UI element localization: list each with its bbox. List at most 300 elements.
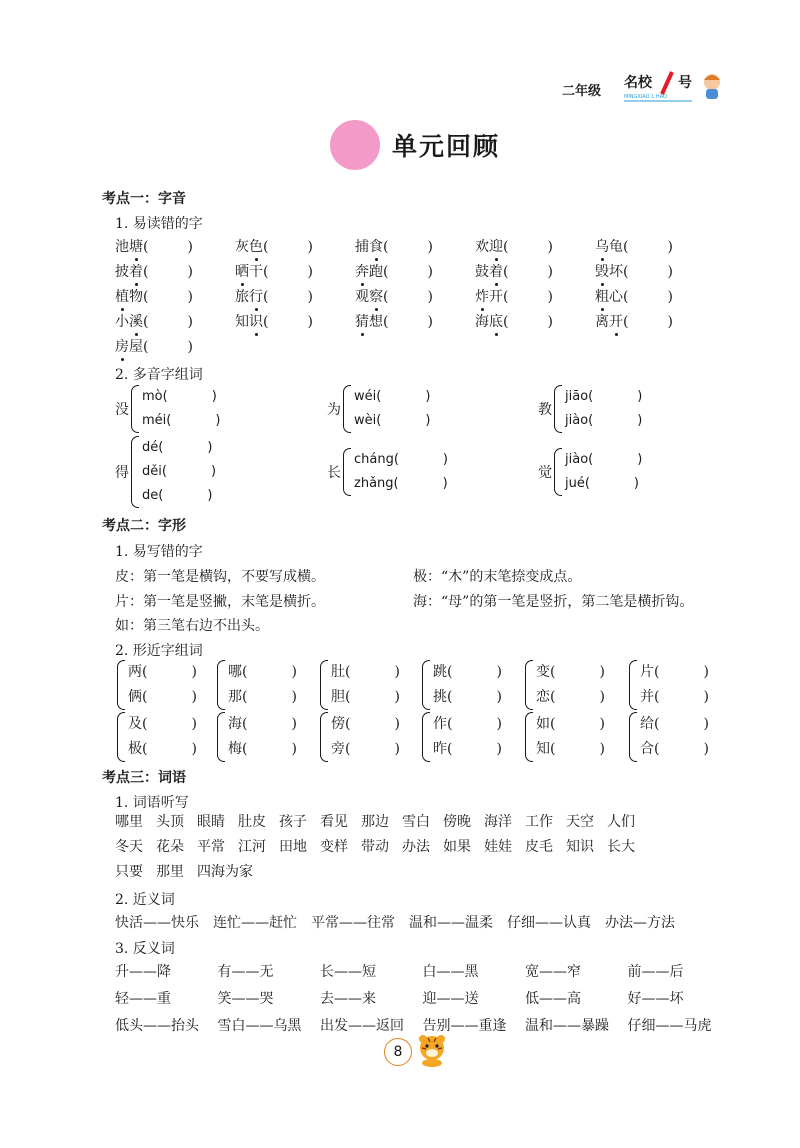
section3-heading: 考点三：词语 — [102, 770, 186, 786]
section1-heading: 考点一：字音 — [102, 191, 186, 207]
similar-char: 如( — [536, 716, 556, 732]
dictation-word: 变样 — [320, 839, 348, 855]
dictation-word: 哪里 — [115, 814, 143, 830]
close-paren: ) — [667, 264, 673, 280]
dictation-word: 雪白 — [402, 814, 430, 830]
similar-char: 海( — [228, 716, 248, 732]
dictation-word: 带动 — [361, 839, 389, 855]
antonym-pair: 笑——哭 — [217, 991, 274, 1007]
answer-blank[interactable]: ( ) — [143, 236, 193, 258]
easy-word-item — [475, 311, 595, 333]
easy-words-grid — [115, 236, 715, 358]
easy-word-item — [115, 261, 235, 283]
easy-word-item — [235, 311, 355, 333]
brace-icon — [525, 660, 533, 710]
synonym-pair: 连忙——赶忙 — [213, 915, 297, 931]
pair-line[interactable] — [228, 737, 297, 762]
easy-word-item — [115, 286, 235, 308]
dictation-word: 娃娃 — [484, 839, 512, 855]
dictation-word: 孩子 — [279, 814, 307, 830]
dictation-row — [115, 835, 648, 860]
similar-pair — [115, 660, 197, 710]
brace-icon — [131, 436, 139, 508]
brace-icon — [554, 448, 562, 496]
pair-line[interactable] — [433, 685, 502, 710]
close-paren: ) — [191, 741, 197, 757]
pinyin-reading: dé( — [142, 440, 164, 455]
pair-line[interactable] — [331, 737, 400, 762]
dotted-char: 乌 — [595, 236, 609, 258]
pair-line[interactable] — [228, 660, 297, 685]
close-paren: ) — [599, 689, 605, 705]
pair-lines — [536, 660, 605, 710]
synonym-pair: 温和——温柔 — [409, 915, 493, 931]
pinyin-reading: jiào( — [565, 452, 594, 467]
pair-line[interactable] — [331, 712, 400, 737]
word-part: 海 — [475, 314, 489, 330]
close-paren: ) — [637, 413, 643, 428]
close-paren: ) — [191, 716, 197, 732]
dotted-char: 塘 — [129, 236, 143, 258]
close-paren: ) — [427, 264, 433, 280]
similar-char: 片( — [640, 664, 660, 680]
close-paren: ) — [599, 716, 605, 732]
close-paren: ) — [547, 289, 553, 305]
answer-blank[interactable]: ( ) — [143, 286, 193, 308]
pair-line[interactable] — [331, 685, 400, 710]
dotted-char: 植 — [115, 286, 129, 308]
close-paren: ) — [547, 314, 553, 330]
answer-blank[interactable]: ( ) — [143, 336, 193, 358]
antonym-pair: 前——后 — [627, 964, 684, 980]
synonym-pair: 快活——快乐 — [115, 915, 199, 931]
pair-lines — [433, 712, 502, 762]
answer-blank[interactable]: ( ) — [263, 236, 313, 258]
dotted-char: 底 — [489, 311, 503, 333]
similar-char: 俩( — [128, 689, 148, 705]
brace-icon — [525, 712, 533, 762]
similar-pair — [318, 712, 400, 762]
similar-char: 合( — [640, 741, 660, 757]
dotted-char: 晒 — [235, 261, 249, 283]
answer-blank[interactable]: ( ) — [383, 261, 433, 283]
close-paren: ) — [633, 476, 639, 491]
dictation-word: 只要 — [115, 864, 143, 880]
close-paren: ) — [496, 689, 502, 705]
antonym-pair: 告别——重逢 — [422, 1018, 507, 1034]
answer-blank[interactable]: ( ) — [383, 311, 433, 333]
similar-pair — [215, 660, 297, 710]
similar-char: 旁( — [331, 741, 351, 757]
close-paren: ) — [637, 452, 643, 467]
close-paren: ) — [210, 464, 217, 479]
close-paren: ) — [667, 314, 673, 330]
synonym-list — [115, 912, 689, 932]
easy-word-item — [475, 236, 595, 258]
polyphone-item — [538, 448, 642, 496]
reading-list — [142, 436, 216, 508]
close-paren: ) — [496, 741, 502, 757]
similar-char: 给( — [640, 716, 660, 732]
pair-line[interactable] — [536, 712, 605, 737]
easy-word-item — [355, 286, 475, 308]
reading-list — [565, 448, 642, 496]
close-paren: ) — [599, 741, 605, 757]
dictation-word: 人们 — [607, 814, 635, 830]
dictation-row — [115, 810, 648, 835]
tip-ji: 极：“木”的末笔捺变成点。 — [413, 569, 582, 585]
dotted-char: 溪 — [129, 311, 143, 333]
similar-char: 挑( — [433, 689, 453, 705]
close-paren: ) — [496, 664, 502, 680]
antonym-pair: 有——无 — [217, 964, 274, 980]
close-paren: ) — [394, 664, 400, 680]
easy-word-item — [355, 261, 475, 283]
dictation-word: 田地 — [279, 839, 307, 855]
similar-char: 胆( — [331, 689, 351, 705]
brace-icon — [117, 712, 125, 762]
dictation-word: 那边 — [361, 814, 389, 830]
dotted-char: 识 — [249, 311, 263, 333]
pair-lines — [640, 660, 709, 710]
easy-word-item — [235, 236, 355, 258]
easy-word-item — [475, 286, 595, 308]
close-paren: ) — [207, 488, 213, 503]
tiger-mascot-icon — [414, 1032, 450, 1068]
antonym-pair: 温和——暴躁 — [525, 1018, 609, 1034]
reading-line[interactable] — [142, 460, 216, 484]
close-paren: ) — [425, 389, 431, 404]
similar-pair — [523, 712, 605, 762]
brand-logo — [622, 70, 732, 104]
brace-icon — [217, 660, 225, 710]
polyphone-item — [327, 385, 430, 433]
dictation-word: 长大 — [607, 839, 635, 855]
reading-line[interactable] — [142, 436, 216, 460]
dictation-words — [115, 810, 648, 885]
pair-lines — [640, 712, 709, 762]
close-paren: ) — [496, 716, 502, 732]
answer-blank[interactable]: ( ) — [503, 311, 553, 333]
answer-blank[interactable]: ( ) — [263, 311, 313, 333]
dotted-char: 炸 — [475, 286, 489, 308]
close-paren: ) — [191, 664, 197, 680]
pair-line[interactable] — [128, 685, 197, 710]
pinyin-reading: cháng( — [354, 452, 399, 467]
close-paren: ) — [307, 239, 313, 255]
close-paren: ) — [703, 664, 709, 680]
close-paren: ) — [307, 264, 313, 280]
easy-word-item — [595, 286, 715, 308]
word-part: 离 — [595, 314, 609, 330]
brace-icon — [320, 712, 328, 762]
reading-line[interactable] — [565, 472, 642, 496]
word-part: 干 — [249, 264, 263, 280]
antonym-pair: 低头——抬头 — [115, 1018, 199, 1034]
word-part: 坏 — [609, 264, 623, 280]
dotted-char: 行 — [249, 286, 263, 308]
reading-line[interactable] — [565, 385, 642, 409]
logo-small-text: MINGXIAO 1 HAO — [624, 94, 667, 100]
answer-blank[interactable]: ( ) — [623, 261, 673, 283]
answer-blank[interactable]: ( ) — [263, 261, 313, 283]
similar-pair — [420, 660, 502, 710]
pair-line[interactable] — [640, 660, 709, 685]
reading-line[interactable] — [354, 385, 430, 409]
word-part: 观 — [355, 289, 369, 305]
pinyin-reading: wèi( — [354, 413, 382, 428]
pair-line[interactable] — [228, 712, 297, 737]
brace-icon — [629, 712, 637, 762]
close-paren: ) — [187, 289, 193, 305]
word-part: 灰 — [235, 239, 249, 255]
pinyin-reading: zhǎng( — [354, 476, 399, 491]
similar-char: 昨( — [433, 741, 453, 757]
easy-word-item — [475, 261, 595, 283]
word-part: 捕 — [355, 239, 369, 255]
antonym-pair: 升——降 — [115, 964, 171, 980]
close-paren: ) — [442, 476, 448, 491]
title-dot-decoration — [330, 120, 380, 170]
antonym-pair: 宽——窄 — [525, 964, 581, 980]
close-paren: ) — [187, 239, 193, 255]
close-paren: ) — [425, 413, 431, 428]
antonym-grid — [115, 960, 730, 1038]
brace-icon — [117, 660, 125, 710]
close-paren: ) — [187, 314, 193, 330]
easy-word-item — [595, 236, 715, 258]
pair-lines — [536, 712, 605, 762]
polyphone-char: 长 — [327, 465, 341, 481]
answer-blank[interactable]: ( ) — [143, 261, 193, 283]
dictation-word: 傍晚 — [443, 814, 471, 830]
page-title: 单元回顾 — [392, 132, 501, 161]
word-part: 旅 — [235, 289, 249, 305]
close-paren: ) — [307, 289, 313, 305]
word-part: 鼓 — [475, 264, 489, 280]
pair-line[interactable] — [640, 685, 709, 710]
pinyin-reading: wéi( — [354, 389, 382, 404]
antonym-pair: 仔细——马虎 — [627, 1018, 712, 1034]
similar-char: 极( — [128, 741, 148, 757]
section2-sub2: 2. 形近字组词 — [115, 643, 203, 659]
answer-blank[interactable]: ( ) — [263, 286, 313, 308]
synonym-pair: 平常——往常 — [311, 915, 395, 931]
reading-line[interactable] — [142, 409, 220, 433]
similar-char: 及( — [128, 716, 148, 732]
dictation-word: 平常 — [197, 839, 225, 855]
reading-line[interactable] — [354, 409, 430, 433]
tip-hai: 海：“母”的第一笔是竖折，第二笔是横折钩。 — [413, 594, 694, 610]
reading-line[interactable] — [354, 472, 448, 496]
antonym-pair: 出发——返回 — [320, 1018, 404, 1034]
close-paren: ) — [427, 289, 433, 305]
pair-line[interactable] — [433, 660, 502, 685]
pair-line[interactable] — [128, 660, 197, 685]
dotted-char: 察 — [369, 286, 383, 308]
close-paren: ) — [291, 689, 297, 705]
pair-line[interactable] — [128, 712, 197, 737]
pair-line[interactable] — [433, 712, 502, 737]
dotted-char: 色 — [249, 236, 263, 258]
answer-blank[interactable]: ( ) — [143, 311, 193, 333]
tip-pian: 片：第一笔是竖撇，末笔是横折。 — [115, 594, 325, 610]
dictation-word: 看见 — [320, 814, 348, 830]
polyphone-item — [115, 436, 216, 508]
easy-word-item — [235, 286, 355, 308]
dictation-word: 肚皮 — [238, 814, 266, 830]
close-paren: ) — [394, 689, 400, 705]
answer-blank[interactable]: ( ) — [503, 261, 553, 283]
reading-list — [354, 448, 448, 496]
word-part: 跑 — [369, 264, 383, 280]
pair-line[interactable] — [536, 737, 605, 762]
polyphone-item — [115, 385, 220, 433]
pair-lines — [228, 660, 297, 710]
brace-icon — [554, 385, 562, 433]
similar-pair — [627, 660, 709, 710]
close-paren: ) — [442, 452, 448, 467]
close-paren: ) — [191, 689, 197, 705]
answer-blank[interactable]: ( ) — [623, 286, 673, 308]
pinyin-reading: méi( — [142, 413, 172, 428]
pair-line[interactable] — [331, 660, 400, 685]
dotted-char: 食 — [369, 236, 383, 258]
similar-char: 恋( — [536, 689, 556, 705]
close-paren: ) — [187, 264, 193, 280]
word-part: 开 — [489, 289, 503, 305]
similar-char: 傍( — [331, 716, 351, 732]
polyphone-char: 教 — [538, 402, 552, 418]
polyphone-char: 没 — [115, 402, 129, 418]
pair-lines — [228, 712, 297, 762]
antonym-pair: 好——坏 — [627, 991, 684, 1007]
antonym-pair: 轻——重 — [115, 991, 171, 1007]
close-paren: ) — [547, 239, 553, 255]
reading-line[interactable] — [142, 385, 220, 409]
pinyin-reading: jiāo( — [565, 389, 594, 404]
section2-heading: 考点二：字形 — [102, 518, 186, 534]
answer-blank[interactable]: ( ) — [503, 236, 553, 258]
pair-lines — [331, 712, 400, 762]
answer-blank[interactable]: ( ) — [623, 311, 673, 333]
pinyin-reading: děi( — [142, 464, 167, 479]
similar-pair — [523, 660, 605, 710]
section2-sub1: 1. 易写错的字 — [115, 544, 203, 560]
pair-line[interactable] — [640, 737, 709, 762]
close-paren: ) — [637, 389, 643, 404]
word-part: 小 — [115, 314, 129, 330]
easy-word-item — [595, 311, 715, 333]
close-paren: ) — [703, 689, 709, 705]
dotted-char: 着 — [129, 261, 143, 283]
dotted-char: 猜 — [355, 311, 369, 333]
similar-char: 变( — [536, 664, 556, 680]
easy-word-item — [115, 336, 235, 358]
pair-line[interactable] — [536, 660, 605, 685]
word-part: 龟 — [609, 239, 623, 255]
dictation-word: 四海为家 — [197, 864, 253, 880]
section3-sub3: 3. 反义词 — [115, 941, 175, 957]
reading-line[interactable] — [142, 484, 216, 508]
answer-blank[interactable]: ( ) — [503, 286, 553, 308]
answer-blank[interactable]: ( ) — [623, 236, 673, 258]
close-paren: ) — [211, 389, 217, 404]
dotted-char: 粗 — [595, 286, 609, 308]
section3-sub1: 1. 词语听写 — [115, 795, 189, 811]
dictation-word: 那里 — [156, 864, 184, 880]
section3-sub2: 2. 近义词 — [115, 892, 175, 908]
similar-pair — [115, 712, 197, 762]
antonym-pair: 雪白——乌黑 — [217, 1018, 302, 1034]
brace-icon — [343, 385, 351, 433]
pinyin-reading: jiào( — [565, 413, 594, 428]
dictation-word: 天空 — [566, 814, 594, 830]
pinyin-reading: mò( — [142, 389, 168, 404]
close-paren: ) — [215, 413, 221, 428]
word-part: 心 — [609, 289, 623, 305]
dotted-char: 开 — [609, 311, 623, 333]
polyphone-char: 得 — [115, 465, 129, 481]
close-paren: ) — [291, 664, 297, 680]
brace-icon — [629, 660, 637, 710]
tip-pi: 皮：第一笔是横钩，不要写成横。 — [115, 569, 325, 585]
dictation-word: 江河 — [238, 839, 266, 855]
dotted-char: 迎 — [489, 236, 503, 258]
dotted-char: 奔 — [355, 261, 369, 283]
grade-label: 二年级 — [562, 84, 602, 99]
close-paren: ) — [667, 289, 673, 305]
easy-word-item — [235, 261, 355, 283]
pinyin-reading: de( — [142, 488, 164, 503]
antonym-pair: 去——来 — [320, 991, 376, 1007]
reading-line[interactable] — [565, 448, 642, 472]
close-paren: ) — [703, 716, 709, 732]
close-paren: ) — [207, 440, 213, 455]
logo-num: 号 — [678, 75, 692, 91]
reading-line[interactable] — [565, 409, 642, 433]
close-paren: ) — [291, 716, 297, 732]
answer-blank[interactable]: ( ) — [383, 286, 433, 308]
antonym-pair: 迎——送 — [422, 991, 479, 1007]
dictation-word: 如果 — [443, 839, 471, 855]
pair-line[interactable] — [536, 685, 605, 710]
close-paren: ) — [547, 264, 553, 280]
reading-line[interactable] — [354, 448, 448, 472]
section1-sub2: 2. 多音字组词 — [115, 367, 203, 383]
dotted-char: 房 — [115, 336, 129, 358]
easy-word-item — [355, 236, 475, 258]
answer-blank[interactable]: ( ) — [383, 236, 433, 258]
pair-line[interactable] — [128, 737, 197, 762]
reading-list — [565, 385, 642, 433]
word-part: 屋 — [129, 339, 143, 355]
dictation-word: 皮毛 — [525, 839, 553, 855]
brace-icon — [422, 712, 430, 762]
close-paren: ) — [394, 716, 400, 732]
close-paren: ) — [667, 239, 673, 255]
synonym-pair: 仔细——认真 — [507, 915, 591, 931]
similar-char: 哪( — [228, 664, 248, 680]
pair-line[interactable] — [228, 685, 297, 710]
pair-line[interactable] — [433, 737, 502, 762]
similar-pair — [627, 712, 709, 762]
word-part: 知 — [235, 314, 249, 330]
dictation-word: 办法 — [402, 839, 430, 855]
pinyin-reading: jué( — [565, 476, 590, 491]
easy-word-item — [115, 236, 235, 258]
pair-line[interactable] — [640, 712, 709, 737]
